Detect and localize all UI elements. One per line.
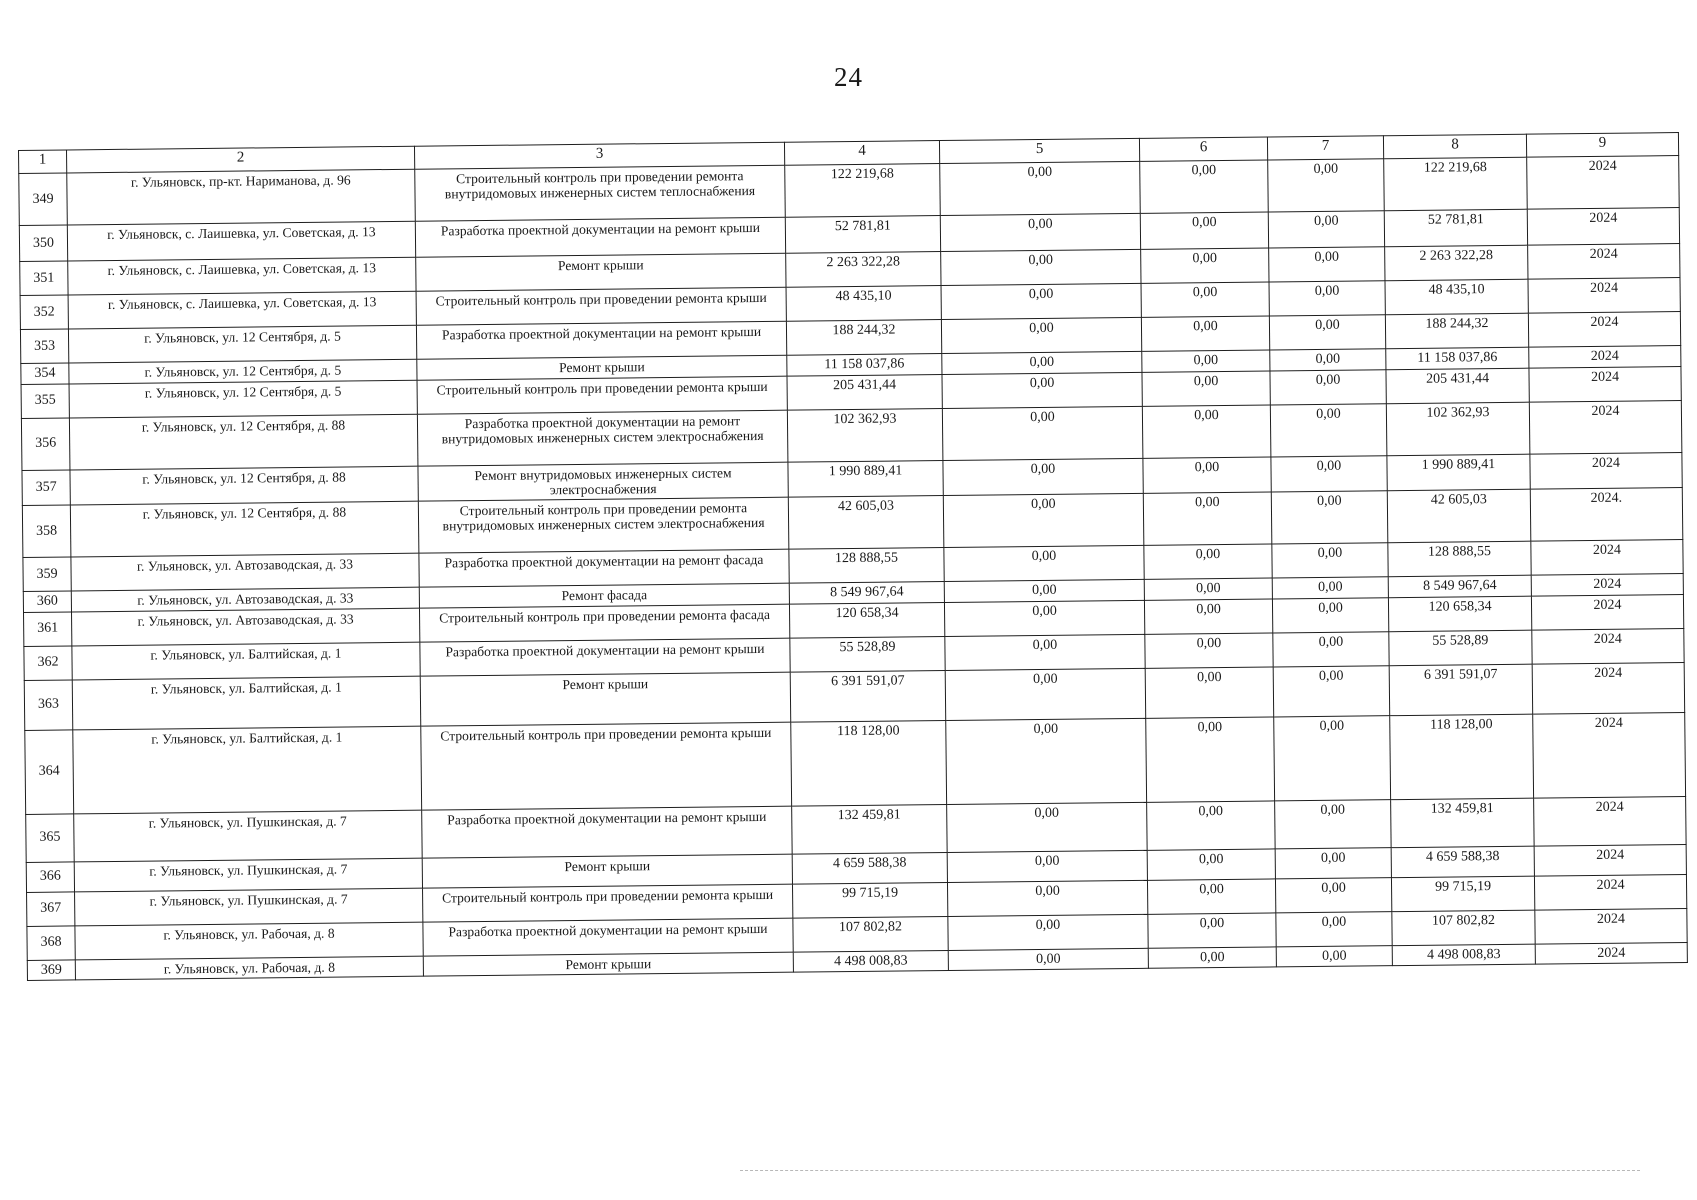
address-cell: г. Ульяновск, ул. Рабочая, д. 8 (75, 956, 423, 980)
fund-cell: 0,00 (942, 351, 1142, 374)
column-header: 1 (19, 150, 67, 174)
row-number: 354 (21, 363, 69, 384)
other-cell: 0,00 (1276, 911, 1392, 946)
other-cell: 0,00 (1275, 877, 1391, 912)
address-cell: г. Ульяновск, ул. Балтийская, д. 1 (72, 676, 421, 730)
column-header: 2 (67, 146, 415, 173)
work-type-cell: Разработка проектной документации на ремонт крыши (415, 217, 785, 257)
budget-cell: 0,00 (1141, 282, 1269, 317)
budget-cell: 0,00 (1144, 578, 1272, 600)
other-cell: 0,00 (1275, 847, 1391, 878)
year-cell: 2024 (1529, 346, 1681, 368)
total-cost-cell: 205 431,44 (787, 374, 942, 410)
owners-cell: 4 659 588,38 (1391, 846, 1534, 878)
budget-cell: 0,00 (1147, 849, 1275, 880)
budget-cell: 0,00 (1142, 350, 1270, 372)
total-cost-cell: 52 781,81 (785, 216, 940, 254)
year-cell: 2024 (1528, 244, 1680, 280)
fund-cell: 0,00 (944, 600, 1144, 636)
work-type-cell: Строительный контроль при проведении ремонта крыши (417, 376, 787, 414)
total-cost-cell: 11 158 037,86 (787, 354, 942, 376)
page-number: 24 (834, 62, 863, 92)
fund-cell: 0,00 (945, 668, 1146, 720)
work-type-cell: Ремонт крыши (416, 253, 786, 291)
repair-table (18, 132, 1688, 981)
owners-cell: 122 219,68 (1384, 157, 1528, 211)
total-cost-cell: 48 435,10 (786, 286, 941, 322)
budget-cell: 0,00 (1148, 947, 1276, 969)
owners-cell: 120 658,34 (1388, 596, 1531, 632)
address-cell: г. Ульяновск, с. Лаишевка, ул. Советская, д. 13 (68, 257, 416, 295)
budget-cell: 0,00 (1142, 371, 1270, 406)
other-cell: 0,00 (1272, 597, 1388, 632)
budget-cell: 0,00 (1144, 599, 1272, 634)
fund-cell: 0,00 (942, 406, 1143, 460)
budget-cell: 0,00 (1140, 212, 1268, 249)
row-number: 362 (24, 646, 72, 681)
fund-cell: 0,00 (943, 458, 1143, 496)
year-cell: 2024 (1533, 712, 1686, 798)
fund-cell: 0,00 (941, 249, 1141, 285)
row-number: 364 (25, 730, 74, 815)
address-cell: г. Ульяновск, ул. 12 Сентября, д. 88 (69, 414, 418, 470)
row-number: 355 (21, 384, 69, 419)
other-cell: 0,00 (1270, 349, 1386, 371)
other-cell: 0,00 (1273, 665, 1390, 716)
budget-cell: 0,00 (1141, 316, 1269, 351)
year-cell: 2024 (1532, 628, 1684, 664)
row-number: 360 (23, 591, 71, 612)
total-cost-cell: 4 659 588,38 (792, 852, 947, 884)
row-number: 366 (26, 862, 74, 893)
other-cell: 0,00 (1270, 403, 1387, 456)
work-type-cell: Разработка проектной документации на ремонт крыши (422, 806, 792, 858)
row-number: 353 (20, 329, 68, 364)
other-cell: 0,00 (1272, 543, 1388, 578)
total-cost-cell: 122 219,68 (785, 164, 941, 218)
total-cost-cell: 128 888,55 (789, 548, 944, 584)
year-cell: 2024 (1530, 452, 1682, 489)
row-number: 357 (22, 470, 70, 506)
budget-cell: 0,00 (1146, 717, 1275, 802)
year-cell: 2024 (1528, 312, 1680, 348)
work-type-cell: Строительный контроль при проведении ремонта фасада (419, 604, 789, 642)
budget-cell: 0,00 (1143, 492, 1272, 545)
other-cell: 0,00 (1276, 945, 1392, 967)
scan-artifact-line (740, 1170, 1640, 1173)
total-cost-cell: 55 528,89 (790, 636, 945, 672)
column-header: 9 (1526, 133, 1678, 158)
work-type-cell: Ремонт крыши (422, 854, 792, 888)
owners-cell: 128 888,55 (1388, 541, 1531, 577)
year-cell: 2024 (1534, 796, 1687, 846)
budget-cell: 0,00 (1145, 667, 1274, 718)
total-cost-cell: 42 605,03 (788, 496, 944, 550)
column-header: 6 (1139, 137, 1267, 161)
work-type-cell: Строительный контроль при проведении ремонта крыши (421, 722, 792, 810)
year-cell: 2024 (1529, 366, 1681, 402)
budget-cell: 0,00 (1147, 879, 1275, 914)
fund-cell: 0,00 (948, 914, 1148, 950)
fund-cell: 0,00 (943, 493, 1144, 547)
owners-cell: 118 128,00 (1390, 714, 1534, 800)
owners-cell: 4 498 008,83 (1392, 944, 1535, 966)
owners-cell: 102 362,93 (1386, 402, 1530, 456)
fund-cell: 0,00 (941, 283, 1141, 319)
year-cell: 2024 (1531, 574, 1683, 596)
row-number: 368 (27, 926, 75, 961)
owners-cell: 11 158 037,86 (1386, 347, 1529, 369)
fund-cell: 0,00 (947, 880, 1147, 916)
other-cell: 0,00 (1274, 715, 1391, 800)
work-type-cell: Ремонт внутридомовых инженерных систем электроснабжения (418, 462, 788, 501)
fund-cell: 0,00 (947, 802, 1148, 852)
work-type-cell: Разработка проектной документации на ремонт фасада (419, 549, 789, 587)
address-cell: г. Ульяновск, ул. 12 Сентября, д. 88 (70, 466, 418, 505)
fund-cell: 0,00 (941, 317, 1141, 353)
total-cost-cell: 1 990 889,41 (788, 460, 943, 497)
column-header: 4 (784, 141, 939, 166)
row-number: 350 (19, 225, 67, 262)
owners-cell: 55 528,89 (1389, 630, 1532, 666)
total-cost-cell: 8 549 967,64 (789, 582, 944, 604)
other-cell: 0,00 (1271, 455, 1387, 492)
owners-cell: 205 431,44 (1386, 368, 1529, 404)
address-cell: г. Ульяновск, ул. Балтийская, д. 1 (72, 642, 420, 680)
column-header: 3 (414, 142, 784, 169)
work-type-cell: Строительный контроль при проведении ремонта внутридомовых инженерных систем теплоснабжения (415, 165, 786, 221)
owners-cell: 2 263 322,28 (1385, 245, 1528, 281)
budget-cell: 0,00 (1142, 405, 1271, 458)
other-cell: 0,00 (1269, 281, 1385, 316)
column-header: 7 (1267, 136, 1383, 160)
address-cell: г. Ульяновск, ул. Автозаводская, д. 33 (71, 587, 419, 611)
other-cell: 0,00 (1275, 799, 1392, 848)
year-cell: 2024 (1531, 594, 1683, 630)
work-type-cell: Разработка проектной документации на ремонт крыши (423, 918, 793, 956)
address-cell: г. Ульяновск, ул. Автозаводская, д. 33 (71, 553, 419, 591)
address-cell: г. Ульяновск, ул. Рабочая, д. 8 (75, 922, 423, 960)
row-number: 349 (19, 173, 68, 226)
address-cell: г. Ульяновск, с. Лаишевка, ул. Советская, д. 13 (67, 221, 415, 261)
owners-cell: 6 391 591,07 (1389, 664, 1533, 716)
year-cell: 2024 (1529, 400, 1682, 454)
work-type-cell: Ремонт крыши (423, 952, 793, 977)
other-cell: 0,00 (1273, 631, 1389, 666)
year-cell: 2024 (1534, 874, 1686, 910)
row-number: 363 (24, 680, 73, 731)
row-number: 369 (27, 960, 75, 981)
work-type-cell: Строительный контроль при проведении ремонта крыши (416, 287, 786, 325)
work-type-cell: Строительный контроль при проведении ремонта внутридомовых инженерных систем электроснабжения (418, 497, 789, 553)
work-type-cell: Строительный контроль при проведении ремонта крыши (423, 884, 793, 922)
fund-cell: 0,00 (940, 213, 1140, 251)
fund-cell: 0,00 (945, 634, 1145, 670)
total-cost-cell: 118 128,00 (791, 720, 947, 806)
budget-cell: 0,00 (1141, 248, 1269, 283)
address-cell: г. Ульяновск, ул. 12 Сентября, д. 5 (68, 325, 416, 363)
other-cell: 0,00 (1271, 491, 1388, 544)
owners-cell: 42 605,03 (1387, 489, 1531, 543)
work-type-cell: Разработка проектной документации на ремонт крыши (420, 638, 790, 676)
budget-cell: 0,00 (1144, 544, 1272, 579)
other-cell: 0,00 (1270, 369, 1386, 404)
work-type-cell: Ремонт крыши (420, 672, 791, 726)
fund-cell: 0,00 (942, 372, 1142, 408)
year-cell: 2024 (1527, 208, 1679, 246)
fund-cell: 0,00 (947, 850, 1147, 882)
row-number: 352 (20, 295, 68, 330)
owners-cell: 8 549 967,64 (1388, 575, 1531, 597)
total-cost-cell: 6 391 591,07 (790, 670, 946, 722)
total-cost-cell: 4 498 008,83 (793, 950, 948, 972)
year-cell: 2024 (1531, 540, 1683, 576)
other-cell: 0,00 (1269, 247, 1385, 282)
row-number: 361 (24, 612, 72, 647)
address-cell: г. Ульяновск, ул. Автозаводская, д. 33 (71, 608, 419, 646)
fund-cell: 0,00 (940, 161, 1141, 215)
owners-cell: 1 990 889,41 (1387, 454, 1530, 491)
total-cost-cell: 188 244,32 (786, 320, 941, 356)
budget-cell: 0,00 (1140, 160, 1269, 213)
owners-cell: 132 459,81 (1391, 798, 1535, 848)
year-cell: 2024 (1528, 278, 1680, 314)
row-number: 359 (23, 557, 71, 592)
other-cell: 0,00 (1268, 159, 1385, 212)
total-cost-cell: 2 263 322,28 (786, 252, 941, 288)
total-cost-cell: 120 658,34 (789, 602, 944, 638)
budget-cell: 0,00 (1148, 913, 1276, 948)
other-cell: 0,00 (1269, 315, 1385, 350)
work-type-cell: Разработка проектной документации на ремонт крыши (416, 321, 786, 359)
row-number: 365 (26, 814, 75, 863)
year-cell: 2024. (1530, 488, 1683, 542)
column-header: 5 (939, 138, 1139, 163)
address-cell: г. Ульяновск, ул. 12 Сентября, д. 88 (70, 501, 419, 557)
other-cell: 0,00 (1272, 577, 1388, 599)
row-number: 367 (27, 892, 75, 927)
owners-cell: 107 802,82 (1392, 910, 1535, 946)
work-type-cell: Разработка проектной документации на ремонт внутридомовых инженерных систем электроснабжения (417, 410, 788, 466)
budget-cell: 0,00 (1147, 801, 1276, 850)
document-sheet (18, 132, 1687, 981)
year-cell: 2024 (1527, 156, 1680, 210)
address-cell: г. Ульяновск, ул. Пушкинская, д. 7 (74, 810, 422, 862)
address-cell: г. Ульяновск, пр-кт. Нариманова, д. 96 (67, 169, 416, 225)
address-cell: г. Ульяновск, ул. Пушкинская, д. 7 (75, 888, 423, 926)
fund-cell: 0,00 (946, 718, 1147, 804)
work-type-cell: Ремонт фасада (419, 583, 789, 608)
address-cell: г. Ульяновск, ул. Пушкинская, д. 7 (74, 858, 422, 892)
other-cell: 0,00 (1268, 211, 1384, 248)
address-cell: г. Ульяновск, с. Лаишевка, ул. Советская, д. 13 (68, 291, 416, 329)
address-cell: г. Ульяновск, ул. 12 Сентября, д. 5 (69, 359, 417, 383)
owners-cell: 52 781,81 (1384, 209, 1527, 247)
address-cell: г. Ульяновск, ул. 12 Сентября, д. 5 (69, 380, 417, 418)
owners-cell: 48 435,10 (1385, 279, 1528, 315)
year-cell: 2024 (1535, 942, 1687, 964)
total-cost-cell: 107 802,82 (793, 916, 948, 952)
address-cell: г. Ульяновск, ул. Балтийская, д. 1 (73, 726, 422, 814)
total-cost-cell: 132 459,81 (792, 804, 948, 854)
total-cost-cell: 99 715,19 (792, 882, 947, 918)
column-header: 8 (1383, 134, 1526, 159)
fund-cell: 0,00 (948, 948, 1148, 971)
fund-cell: 0,00 (944, 545, 1144, 581)
work-type-cell: Ремонт крыши (417, 355, 787, 380)
total-cost-cell: 102 362,93 (787, 408, 943, 462)
year-cell: 2024 (1535, 908, 1687, 944)
year-cell: 2024 (1534, 844, 1686, 876)
row-number: 351 (20, 261, 68, 296)
budget-cell: 0,00 (1143, 457, 1271, 494)
owners-cell: 99 715,19 (1391, 876, 1534, 912)
fund-cell: 0,00 (944, 579, 1144, 602)
owners-cell: 188 244,32 (1385, 313, 1528, 349)
budget-cell: 0,00 (1145, 633, 1273, 668)
row-number: 358 (22, 505, 71, 558)
year-cell: 2024 (1532, 662, 1685, 714)
table-body (19, 156, 1688, 981)
row-number: 356 (21, 418, 70, 471)
